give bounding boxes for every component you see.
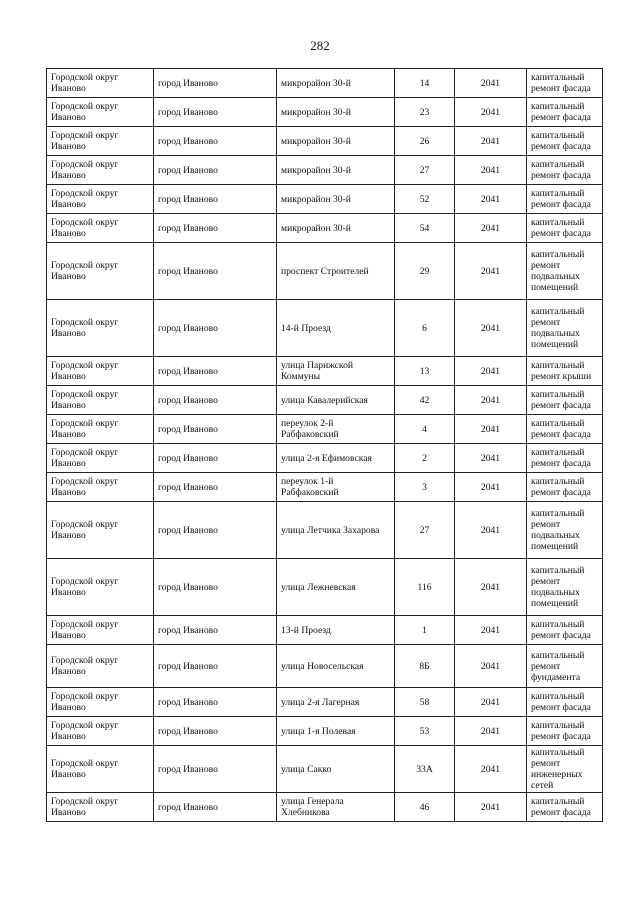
cell-house-number: 116 [395,559,455,616]
cell-street: 14-й Проезд [277,300,395,357]
cell-work-type: капитальный ремонт фасада [527,616,603,645]
cell-year: 2041 [455,444,527,473]
cell-gorod: город Иваново [154,415,277,444]
cell-house-number: 14 [395,69,455,98]
cell-okrug: Городской округ Иваново [47,444,154,473]
cell-street: микрорайон 30-й [277,98,395,127]
cell-work-type: капитальный ремонт фасада [527,444,603,473]
cell-year: 2041 [455,473,527,502]
cell-street: улица Кавалерийская [277,386,395,415]
cell-year: 2041 [455,746,527,793]
cell-year: 2041 [455,156,527,185]
cell-work-type: капитальный ремонт фасада [527,793,603,822]
cell-year: 2041 [455,98,527,127]
cell-house-number: 27 [395,502,455,559]
cell-year: 2041 [455,645,527,688]
cell-house-number: 13 [395,357,455,386]
cell-year: 2041 [455,688,527,717]
cell-work-type: капитальный ремонт подвальных помещений [527,559,603,616]
cell-work-type: капитальный ремонт фасада [527,127,603,156]
cell-work-type: капитальный ремонт крыши [527,357,603,386]
cell-street: микрорайон 30-й [277,127,395,156]
cell-house-number: 33А [395,746,455,793]
cell-okrug: Городской округ Иваново [47,793,154,822]
cell-okrug: Городской округ Иваново [47,502,154,559]
cell-house-number: 46 [395,793,455,822]
cell-year: 2041 [455,214,527,243]
cell-house-number: 58 [395,688,455,717]
cell-okrug: Городской округ Иваново [47,746,154,793]
table-row [47,717,603,746]
cell-okrug: Городской округ Иваново [47,717,154,746]
cell-okrug: Городской округ Иваново [47,559,154,616]
table-row [47,502,603,559]
cell-work-type: капитальный ремонт фундамента [527,645,603,688]
cell-street: улица 2-я Лагерная [277,688,395,717]
cell-house-number: 42 [395,386,455,415]
cell-gorod: город Иваново [154,386,277,415]
cell-work-type: капитальный ремонт фасада [527,156,603,185]
table-row [47,69,603,98]
cell-gorod: город Иваново [154,444,277,473]
cell-okrug: Городской округ Иваново [47,616,154,645]
cell-gorod: город Иваново [154,502,277,559]
cell-street: переулок 1-й Рабфаковский [277,473,395,502]
cell-okrug: Городской округ Иваново [47,473,154,502]
cell-house-number: 23 [395,98,455,127]
cell-gorod: город Иваново [154,717,277,746]
cell-street: улица Сакко [277,746,395,793]
table-row [47,357,603,386]
cell-gorod: город Иваново [154,746,277,793]
cell-house-number: 52 [395,185,455,214]
cell-house-number: 3 [395,473,455,502]
cell-year: 2041 [455,243,527,300]
table-row [47,415,603,444]
cell-okrug: Городской округ Иваново [47,415,154,444]
cell-house-number: 54 [395,214,455,243]
cell-work-type: капитальный ремонт фасада [527,415,603,444]
cell-year: 2041 [455,69,527,98]
cell-street: улица Парижской Коммуны [277,357,395,386]
cell-work-type: капитальный ремонт подвальных помещений [527,502,603,559]
cell-gorod: город Иваново [154,300,277,357]
cell-okrug: Городской округ Иваново [47,69,154,98]
cell-year: 2041 [455,616,527,645]
cell-okrug: Городской округ Иваново [47,214,154,243]
cell-okrug: Городской округ Иваново [47,98,154,127]
cell-okrug: Городской округ Иваново [47,386,154,415]
cell-gorod: город Иваново [154,98,277,127]
cell-street: микрорайон 30-й [277,69,395,98]
cell-house-number: 27 [395,156,455,185]
table-row [47,243,603,300]
table-row [47,127,603,156]
cell-gorod: город Иваново [154,127,277,156]
table-row [47,185,603,214]
cell-year: 2041 [455,415,527,444]
cell-gorod: город Иваново [154,793,277,822]
cell-gorod: город Иваново [154,185,277,214]
cell-work-type: капитальный ремонт подвальных помещений [527,243,603,300]
cell-gorod: город Иваново [154,559,277,616]
cell-street: улица Новосельская [277,645,395,688]
cell-street: микрорайон 30-й [277,214,395,243]
cell-year: 2041 [455,127,527,156]
table-row [47,616,603,645]
cell-okrug: Городской округ Иваново [47,185,154,214]
cell-house-number: 29 [395,243,455,300]
cell-work-type: капитальный ремонт фасада [527,386,603,415]
cell-gorod: город Иваново [154,616,277,645]
cell-street: 13-й Проезд [277,616,395,645]
page-number: 282 [310,38,330,53]
repair-schedule-table [46,68,603,822]
cell-house-number: 2 [395,444,455,473]
cell-street: переулок 2-й Рабфаковский [277,415,395,444]
table-row [47,444,603,473]
cell-work-type: капитальный ремонт фасада [527,688,603,717]
cell-work-type: капитальный ремонт фасада [527,98,603,127]
cell-gorod: город Иваново [154,214,277,243]
cell-okrug: Городской округ Иваново [47,127,154,156]
cell-okrug: Городской округ Иваново [47,243,154,300]
cell-street: улица Генерала Хлебникова [277,793,395,822]
cell-year: 2041 [455,793,527,822]
table-row [47,300,603,357]
cell-year: 2041 [455,185,527,214]
table-row [47,688,603,717]
cell-work-type: капитальный ремонт фасада [527,717,603,746]
cell-street: микрорайон 30-й [277,156,395,185]
cell-street: улица Летчика Захарова [277,502,395,559]
cell-street: улица 1-я Полевая [277,717,395,746]
cell-gorod: город Иваново [154,156,277,185]
cell-work-type: капитальный ремонт фасада [527,69,603,98]
cell-work-type: капитальный ремонт инженерных сетей [527,746,603,793]
table-row [47,473,603,502]
table-row [47,386,603,415]
cell-gorod: город Иваново [154,688,277,717]
cell-work-type: капитальный ремонт подвальных помещений [527,300,603,357]
cell-street: проспект Строителей [277,243,395,300]
table-body [47,69,603,822]
cell-okrug: Городской округ Иваново [47,357,154,386]
cell-gorod: город Иваново [154,69,277,98]
cell-gorod: город Иваново [154,357,277,386]
cell-house-number: 53 [395,717,455,746]
cell-house-number: 26 [395,127,455,156]
cell-okrug: Городской округ Иваново [47,300,154,357]
cell-street: улица 2-я Ефимовская [277,444,395,473]
cell-house-number: 6 [395,300,455,357]
table-row [47,98,603,127]
cell-okrug: Городской округ Иваново [47,645,154,688]
cell-work-type: капитальный ремонт фасада [527,473,603,502]
cell-work-type: капитальный ремонт фасада [527,214,603,243]
cell-year: 2041 [455,559,527,616]
cell-okrug: Городской округ Иваново [47,156,154,185]
cell-gorod: город Иваново [154,645,277,688]
table-row [47,746,603,793]
cell-street: микрорайон 30-й [277,185,395,214]
cell-street: улица Лежневская [277,559,395,616]
cell-work-type: капитальный ремонт фасада [527,185,603,214]
table-row [47,156,603,185]
cell-okrug: Городской округ Иваново [47,688,154,717]
cell-year: 2041 [455,300,527,357]
table-row [47,645,603,688]
cell-year: 2041 [455,502,527,559]
cell-year: 2041 [455,717,527,746]
table-row [47,214,603,243]
cell-gorod: город Иваново [154,243,277,300]
cell-year: 2041 [455,357,527,386]
cell-gorod: город Иваново [154,473,277,502]
table-row [47,559,603,616]
cell-house-number: 8Б [395,645,455,688]
cell-house-number: 1 [395,616,455,645]
cell-year: 2041 [455,386,527,415]
table-row [47,793,603,822]
cell-house-number: 4 [395,415,455,444]
